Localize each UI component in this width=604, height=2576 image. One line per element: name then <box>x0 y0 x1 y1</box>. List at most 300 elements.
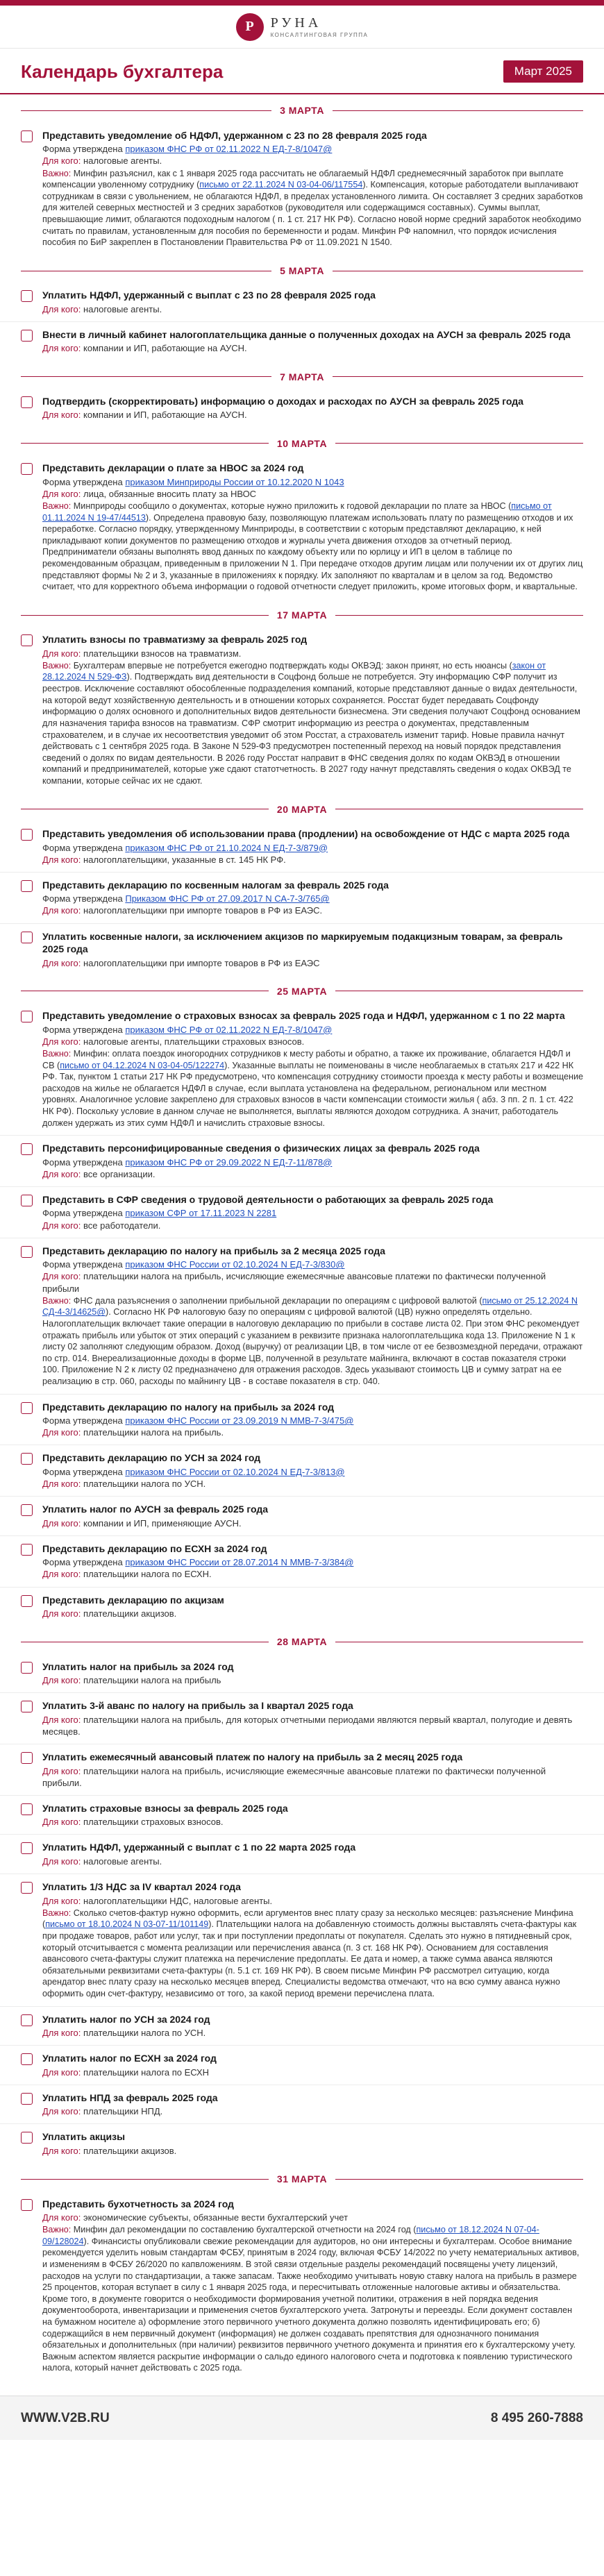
task-checkbox[interactable] <box>21 1011 33 1022</box>
day-section <box>0 255 604 361</box>
task-note <box>42 660 583 787</box>
audience-label: Для кого: <box>42 957 81 968</box>
task-audience-line <box>42 1478 583 1490</box>
task-title: Представить уведомление об НДФЛ, удержанном с 23 по 28 февраля 2025 года <box>42 129 427 141</box>
day-section <box>0 599 604 793</box>
form-document-link[interactable]: приказом СФР от 17.11.2023 N 2281 <box>125 1208 277 1219</box>
task-audience-line <box>42 2066 583 2078</box>
task-item <box>0 1395 604 1446</box>
audience-label: Для кого: <box>42 1765 81 1776</box>
task-audience-line <box>42 155 583 167</box>
day-label: 7 МАРТА <box>280 371 324 382</box>
form-label: Форма утверждена <box>42 476 123 487</box>
day-section <box>0 793 604 975</box>
task-title: Представить декларацию по налогу на прибыль за 2024 год <box>42 1401 335 1413</box>
note-document-link[interactable]: письмо от 18.12.2024 N 07-04-09/128024 <box>42 2225 539 2246</box>
note-text: Минфин: оплата поездок иногородних сотрудников к месту работы и обратно, а также их проживание, облагается НДФЛ и СВ ( <box>42 1048 571 1070</box>
task-audience-line <box>42 1426 583 1438</box>
task-item <box>0 2046 604 2085</box>
audience-label: Для кого: <box>42 1608 81 1619</box>
task-audience: плательщики налога на прибыль, исчисляющие ежемесячные авансовые платежи по фактически полученной прибыли <box>42 1271 546 1294</box>
task-audience: плательщики акцизов. <box>83 1608 177 1619</box>
audience-label: Для кого: <box>42 155 81 167</box>
task-form-line <box>42 1207 583 1219</box>
task-item <box>0 1003 604 1136</box>
task-title: Уплатить налог по УСН за 2024 год <box>42 2013 210 2025</box>
task-body <box>42 1009 583 1129</box>
task-title: Уплатить НПД за февраль 2025 года <box>42 2091 218 2103</box>
task-audience: экономические субъекты, обязанные вести бухгалтерский учет <box>83 2212 349 2223</box>
task-audience-line <box>42 2212 583 2223</box>
important-label: Важно: <box>42 1295 72 1306</box>
audience-label: Для кого: <box>42 648 81 659</box>
day-header <box>0 361 604 389</box>
task-item <box>0 123 604 255</box>
form-document-link[interactable]: приказом ФНС России от 23.09.2019 N ММВ-7-3/475@ <box>125 1415 354 1426</box>
note-document-link[interactable]: письмо от 04.12.2024 N 03-04-05/122274 <box>60 1060 225 1070</box>
task-audience: налогоплательщики при импорте товаров в РФ из ЕАЭС <box>83 957 320 968</box>
task-title: Уплатить 1/3 НДС за IV квартал 2024 года <box>42 1881 241 1893</box>
note-document-link[interactable]: письмо от 18.10.2024 N 03-07-11/101149 <box>45 1919 209 1930</box>
task-audience-line <box>42 1714 583 1737</box>
brand-subtitle: КОНСАЛТИНГОВАЯ ГРУППА <box>270 32 369 39</box>
task-audience-line <box>42 1220 583 1231</box>
task-audience: плательщики налога на прибыль. <box>83 1427 224 1438</box>
day-section <box>0 428 604 599</box>
task-title: Представить персонифицированные сведения о физических лицах за февраль 2025 года <box>42 1143 480 1154</box>
task-item <box>0 1796 604 1835</box>
task-item <box>0 1693 604 1744</box>
audience-label: Для кого: <box>42 343 81 354</box>
task-audience: плательщики налога по УСН. <box>83 2028 206 2039</box>
task-form-line <box>42 1156 583 1168</box>
task-audience: плательщики налога на прибыль, для которых отчетными периодами являются первый квартал, полугодие и девять месяцев. <box>42 1714 573 1737</box>
task-audience: все организации. <box>83 1168 156 1179</box>
divider <box>333 376 583 377</box>
task-audience: налоговые агенты. <box>83 1855 162 1867</box>
note-text-continued: ). Указанные выплаты не поименованы в числе необлагаемых в статьях 217 и 422 НК РФ. Так, пунктом 1 статьи 217 НК РФ предусмотрено, что компенсация сотруднику стоимости проезда к месту работы и возмещение расходов на жилье не облагается НДФЛ в случае, если выплата установлена на федеральном, региональном или местном уровнях. Аналогичное условие закреплено для страховых взносов в части компенсации стоимости жилья ( абз. 3 пп. 2 п. 1 ст. 422 НК РФ). Поскольку условие в данном случае не выполняется, выплаты являются доходом сотрудника. А значит, работодатель должен удержать из этих сумм НДФЛ и начислить страховые взносы. <box>42 1060 584 1128</box>
task-audience: плательщики налога по ЕСХН. <box>83 1569 212 1580</box>
day-header <box>0 1626 604 1653</box>
task-item <box>0 1654 604 1694</box>
task-checkbox[interactable] <box>21 463 33 475</box>
task-note <box>42 500 583 593</box>
footer <box>0 2396 604 2440</box>
task-item <box>0 873 604 924</box>
audience-label: Для кого: <box>42 2145 81 2156</box>
task-audience: все работодатели. <box>83 1220 161 1231</box>
task-audience-line <box>42 1168 583 1180</box>
note-document-link[interactable]: закон от 28.12.2024 N 529-ФЗ <box>42 660 546 682</box>
day-header <box>0 793 604 821</box>
note-text-continued: ). Определена правовую базу, позволяющую платежам использовать плату по размещению отходов и их переработке. Согласно порядку, утвержденному Минприроды, в соответствии с которым представляют декларацию, к ней прикладывают копии документов по размещению отходов и журналы учета движения отходов за отчетный период. Предприниматели обязаны выполнять ввод данных по каждому объекту или по юрлицу и ИП в целом в таблице по рекомендованным образцам, приведенным в приложении N 1. При передаче отходов другим лицам или получении их от других лиц представляют формы № 2 и 3, указанные в приложениях к порядку. Их заполняют по кварталам и в целом за год. Ведомство считает, что для корректного объема информации о годовой отчетности следует приложить, кроме итоговых форм, и квартальные. <box>42 512 583 592</box>
task-note <box>42 168 583 249</box>
task-item <box>0 2007 604 2046</box>
audience-label: Для кого: <box>42 1036 81 1047</box>
form-document-link[interactable]: приказом ФНС России от 02.10.2024 N ЕД-7-3/830@ <box>125 1259 345 1270</box>
task-note <box>42 1295 583 1388</box>
form-label: Форма утверждена <box>42 1557 123 1568</box>
task-title: Представить бухотчетность за 2024 год <box>42 2198 234 2209</box>
audience-label: Для кого: <box>42 2106 81 2117</box>
task-checkbox[interactable] <box>21 131 33 142</box>
task-audience: компании и ИП, работающие на АУСН. <box>83 343 247 354</box>
task-audience-line <box>42 854 583 866</box>
task-body <box>42 1245 583 1388</box>
task-audience-line <box>42 303 583 315</box>
day-section <box>0 361 604 428</box>
calendar-days <box>0 94 604 2380</box>
task-item <box>0 389 604 428</box>
task-title: Уплатить ежемесячный авансовый платеж по налогу на прибыль за 2 месяц 2025 года <box>42 1751 463 1763</box>
task-item <box>0 283 604 322</box>
task-audience: налоговые агенты, плательщики страховых взносов. <box>83 1036 305 1047</box>
task-title: Подтвердить (скорректировать) информацию о доходах и расходах по АУСН за февраль 2025 года <box>42 396 523 407</box>
task-checkbox[interactable] <box>21 634 33 646</box>
task-checkbox[interactable] <box>21 1842 33 1854</box>
task-audience: плательщики налога по ЕСХН <box>83 2066 210 2078</box>
form-document-link[interactable]: приказом ФНС РФ от 21.10.2024 N ЕД-7-3/879@ <box>125 842 328 853</box>
task-form-line <box>42 893 583 904</box>
task-audience-line <box>42 1036 583 1047</box>
divider <box>335 615 583 616</box>
audience-label: Для кого: <box>42 1895 81 1906</box>
note-text: Минфин дал рекомендации по составлению бухгалтерской отчетности на 2024 год ( <box>73 2225 417 2235</box>
task-checkbox[interactable] <box>21 2053 33 2065</box>
task-body <box>42 2130 583 2157</box>
task-item <box>0 2124 604 2163</box>
task-audience: компании и ИП, работающие на АУСН. <box>83 410 247 421</box>
task-body <box>42 2052 583 2078</box>
form-label: Форма утверждена <box>42 1208 123 1219</box>
task-checkbox[interactable] <box>21 2014 33 2026</box>
task-item <box>0 322 604 361</box>
task-checkbox[interactable] <box>21 1195 33 1206</box>
task-audience-line <box>42 1674 583 1686</box>
important-label: Важно: <box>42 2225 72 2235</box>
day-label: 31 МАРТА <box>276 2173 328 2185</box>
task-form-line <box>42 842 583 854</box>
task-checkbox[interactable] <box>21 1402 33 1414</box>
day-label: 17 МАРТА <box>276 609 328 621</box>
form-label: Форма утверждена <box>42 893 123 904</box>
task-title: Уплатить налог по АУСН за февраль 2025 года <box>42 1504 269 1515</box>
task-title: Уплатить акцизы <box>42 2131 126 2143</box>
important-label: Важно: <box>42 1048 72 1059</box>
task-item <box>0 1874 604 2007</box>
note-text-continued: ). Плательщики налога на добавленную стоимость должны выставлять счета-фактуры как при продаже товаров, работ или услуг, так и при поступлении предоплаты от покупателя. Сделать это нужно в пятидневный срок, который отсчитывается с момента реализации или перечисления аванса (п. 3 ст. 168 НК РФ). Основанием для составления авансового счета-фактуры служит платежка на перечисление предоплаты. Ее дата и номер, а также сумма аванса являются обязательными реквизитами счета-фактуры (п. 5.1 ст. 169 НК РФ). В своем письме Минфин РФ рассмотрел ситуацию, когда арендатор внес плату сразу на несколько месяцев вперед. Специалисты ведомства отмечают, что на всю сумму аванса нужно оформить один счет-фактуру, независимо от того, за какой период времени перечислена плата. <box>42 1919 577 1998</box>
task-audience-line <box>42 1517 583 1529</box>
task-audience-line <box>42 1895 583 1907</box>
task-checkbox[interactable] <box>21 1662 33 1674</box>
task-item <box>0 1445 604 1497</box>
audience-label: Для кого: <box>42 488 81 499</box>
day-label: 25 МАРТА <box>276 985 328 997</box>
day-header <box>0 599 604 627</box>
task-audience-line <box>42 342 583 354</box>
task-item <box>0 627 604 793</box>
divider <box>21 2179 269 2180</box>
task-body <box>42 462 583 593</box>
task-audience: компании и ИП, применяющие АУСН. <box>83 1517 242 1529</box>
task-checkbox[interactable] <box>21 1544 33 1556</box>
task-audience-line <box>42 957 583 969</box>
task-audience-line <box>42 1270 583 1294</box>
divider <box>333 110 583 111</box>
task-checkbox[interactable] <box>21 1595 33 1607</box>
audience-label: Для кого: <box>42 2028 81 2039</box>
task-body <box>42 1802 583 1828</box>
day-header <box>0 255 604 283</box>
task-title: Представить декларацию по акцизам <box>42 1594 224 1606</box>
important-label: Важно: <box>42 660 72 671</box>
task-checkbox[interactable] <box>21 1246 33 1258</box>
task-title: Представить уведомления об использовании права (продлении) на освобождение от НДС с марта 2025 года <box>42 828 570 840</box>
form-label: Форма утверждена <box>42 1259 123 1270</box>
brand-name: РУНА <box>270 15 322 31</box>
task-body <box>42 2091 583 2118</box>
task-checkbox[interactable] <box>21 1143 33 1155</box>
day-label: 10 МАРТА <box>276 437 328 449</box>
task-item <box>0 1497 604 1536</box>
task-audience: плательщики взносов на травматизм. <box>83 648 242 659</box>
task-audience-line <box>42 904 583 916</box>
form-document-link[interactable]: приказом Минприроды России от 10.12.2020 N 1043 <box>125 476 344 487</box>
task-audience: налоговые агенты. <box>83 303 162 314</box>
audience-label: Для кого: <box>42 1517 81 1529</box>
task-title: Уплатить налог по ЕСХН за 2024 год <box>42 2053 217 2064</box>
task-audience-line <box>42 1765 583 1789</box>
footer-site-link[interactable]: WWW.V2B.RU <box>21 2411 110 2426</box>
task-body <box>42 1451 583 1490</box>
task-title: Уплатить НДФЛ, удержанный с выплат с 1 по 22 марта 2025 года <box>42 1842 356 1853</box>
task-item <box>0 1187 604 1238</box>
divider <box>21 110 271 111</box>
task-audience-line <box>42 1816 583 1828</box>
task-audience: плательщики страховых взносов. <box>83 1817 224 1828</box>
audience-label: Для кого: <box>42 854 81 865</box>
task-audience: налогоплательщики при импорте товаров в РФ из ЕАЭС. <box>83 905 323 916</box>
task-title: Уплатить налог на прибыль за 2024 год <box>42 1660 234 1672</box>
audience-label: Для кого: <box>42 1271 81 1282</box>
audience-label: Для кого: <box>42 1478 81 1489</box>
task-title: Внести в личный кабинет налогоплательщика данные о полученных доходах на АУСН за февраль 2025 года <box>42 328 571 340</box>
task-body <box>42 1193 583 1231</box>
calendar-header <box>0 49 604 94</box>
audience-label: Для кого: <box>42 1427 81 1438</box>
task-checkbox[interactable] <box>21 1453 33 1465</box>
task-form-line <box>42 1556 583 1568</box>
brand-header <box>0 6 604 49</box>
task-title: Представить в СФР сведения о трудовой деятельности о работающих за февраль 2025 года <box>42 1193 494 1205</box>
form-document-link[interactable]: Приказом ФНС РФ от 27.09.2017 N СА-7-3/765@ <box>125 893 330 904</box>
task-audience-line <box>42 488 583 500</box>
audience-label: Для кого: <box>42 905 81 916</box>
task-title: Представить декларацию по ЕСХН за 2024 год <box>42 1542 267 1554</box>
task-body <box>42 328 583 355</box>
task-body <box>42 289 583 315</box>
important-label: Важно: <box>42 500 72 511</box>
footer-phone: 8 495 260-7888 <box>490 2411 583 2426</box>
note-text-continued: ). Подтверждать вид деятельности в Соцфонд больше не потребуется. Эту информацию СФР получит из реестров. Исключение составляют обособленные подразделения компаний, которые представляют данные о видах деятельности, на которой ведут хозяйственную деятельность и в отношении которых сохраняется. Росстат будет передавать Соцфонду информацию о долях основного и дополнительных видов деятельности бизнесмена. Эти сведения получают Соцфонд основанием для назначения тарифа взносов на травматизм. СФР смотрит информацию из реестра о документах, представленным страхователем, и в случае их несоответствия уведомит об этом Росстат, а страхователь изменит тариф. Новые правила начнут действовать с 1 сентября 2025 года. В Законе N 529-ФЗ предусмотрен постепенный переход на новый порядок представления сведений о долях по видам деятельности. В 2026 году Росстат направит в ФНС сведения долях по кодам ОКВЭД в отношении компаний и предпринимателей, которые уже сдают статотчетность. В 2027 году начнут представлять сведения о кодах ОКВЭД те компании, которые сейчас их не сдают. <box>42 672 580 786</box>
day-header <box>0 94 604 122</box>
task-body <box>42 633 583 786</box>
day-label: 3 МАРТА <box>280 105 324 117</box>
audience-label: Для кого: <box>42 1675 81 1686</box>
top-accent-bar <box>0 0 604 6</box>
task-body <box>42 1401 583 1439</box>
task-body <box>42 930 583 969</box>
audience-label: Для кого: <box>42 1817 81 1828</box>
task-checkbox[interactable] <box>21 1701 33 1712</box>
task-item <box>0 1835 604 1874</box>
note-document-link[interactable]: письмо от 25.12.2024 N СД-4-3/14625@ <box>42 1295 578 1318</box>
task-body <box>42 827 583 866</box>
audience-label: Для кого: <box>42 1855 81 1867</box>
task-note <box>42 1908 583 2000</box>
task-audience: налоговые агенты. <box>83 155 162 167</box>
form-label: Форма утверждена <box>42 842 123 853</box>
task-title: Представить декларацию по УСН за 2024 год <box>42 1452 261 1464</box>
task-body <box>42 2013 583 2039</box>
audience-label: Для кого: <box>42 2212 81 2223</box>
note-text: Сколько счетов-фактур нужно оформить, если аргументов внес плату сразу за несколько месяцев: разъяснение Минфина ( <box>42 1908 573 1930</box>
form-label: Форма утверждена <box>42 1466 123 1477</box>
task-title: Уплатить страховые взносы за февраль 2025 года <box>42 1802 288 1814</box>
note-document-link[interactable]: письмо от 01.11.2024 N 19-47/44513 <box>42 500 552 523</box>
task-body <box>42 1841 583 1867</box>
task-item <box>0 2191 604 2381</box>
task-body <box>42 1699 583 1737</box>
form-document-link[interactable]: приказом ФНС России от 28.07.2014 N ММВ-7-3/384@ <box>125 1557 354 1568</box>
brand-logo-icon: Р <box>236 13 264 41</box>
audience-label: Для кого: <box>42 1569 81 1580</box>
task-audience-line <box>42 1608 583 1619</box>
task-title: Представить декларацию по налогу на прибыль за 2 месяца 2025 года <box>42 1245 385 1256</box>
task-audience-line <box>42 1568 583 1580</box>
task-body <box>42 1503 583 1529</box>
divider <box>335 2179 583 2180</box>
day-label: 28 МАРТА <box>276 1636 328 1648</box>
form-document-link[interactable]: приказом ФНС России от 02.10.2024 N ЕД-7-3/813@ <box>125 1466 345 1477</box>
task-item <box>0 924 604 975</box>
task-checkbox[interactable] <box>21 2093 33 2105</box>
note-text-continued: ). Компенсация, которые работодатели выплачивают сотрудникам в связи с увольнением, не облагаются НДФЛ, в пределах установленного лимита. Он составляет 3 средних заработков для жителей северных местностей и 3 средних заработков (руководителя или содержащимся составных). Суммы выплат, превышающие лимит, облагаются подоходным налогом ( п. 1 ст. 217 НК РФ). Согласно новой норме средний заработок необходимо считать по правилам, установленным для пособия по беременности и родам. Минфин РФ напомнил, что порядок исчисления пособия по БиР закреплен в Постановлении Правительства РФ от 11.09.2021 N 1540. <box>42 180 583 248</box>
task-item <box>0 1744 604 1796</box>
task-title: Уплатить косвенные налоги, за исключением акцизов по маркируемым подакцизным товарам, за февраль 2025 года <box>42 930 563 955</box>
divider <box>335 443 583 444</box>
task-audience-line <box>42 648 583 659</box>
task-form-line <box>42 1415 583 1426</box>
audience-label: Для кого: <box>42 2066 81 2078</box>
form-label: Форма утверждена <box>42 144 123 155</box>
task-checkbox[interactable] <box>21 2132 33 2144</box>
task-title: Уплатить 3-й аванс по налогу на прибыль за I квартал 2025 года <box>42 1700 353 1712</box>
task-form-line <box>42 1258 583 1270</box>
task-checkbox[interactable] <box>21 290 33 302</box>
form-document-link[interactable]: приказом ФНС РФ от 02.11.2022 N ЕД-7-8/1047@ <box>125 1024 333 1035</box>
task-checkbox[interactable] <box>21 932 33 943</box>
task-checkbox[interactable] <box>21 1752 33 1764</box>
day-label: 5 МАРТА <box>280 264 324 276</box>
task-audience-line <box>42 2105 583 2117</box>
task-audience: налогоплательщики НДС, налоговые агенты. <box>83 1895 273 1906</box>
task-checkbox[interactable] <box>21 1882 33 1894</box>
form-label: Форма утверждена <box>42 1415 123 1426</box>
day-section <box>0 94 604 255</box>
task-audience: плательщики налога на прибыль <box>83 1675 221 1686</box>
task-checkbox[interactable] <box>21 1504 33 1516</box>
form-document-link[interactable]: приказом ФНС РФ от 02.11.2022 N ЕД-7-8/1047@ <box>125 144 333 155</box>
task-checkbox[interactable] <box>21 2199 33 2211</box>
task-note <box>42 1048 583 1129</box>
day-section <box>0 1626 604 2163</box>
task-audience: лица, обязанные вносить плату за НВОС <box>83 488 257 499</box>
audience-label: Для кого: <box>42 1714 81 1725</box>
audience-label: Для кого: <box>42 410 81 421</box>
task-audience: плательщики НПД. <box>83 2106 163 2117</box>
task-audience-line <box>42 2145 583 2157</box>
task-item <box>0 1136 604 1187</box>
task-body <box>42 1880 583 2000</box>
day-section <box>0 2163 604 2380</box>
divider <box>21 615 269 616</box>
audience-label: Для кого: <box>42 1168 81 1179</box>
task-title: Уплатить НДФЛ, удержанный с выплат с 23 по 28 февраля 2025 года <box>42 289 376 301</box>
task-body <box>42 879 583 917</box>
note-text: Минприроды сообщило о документах, которые нужно приложить к годовой декларации по плате за НВОС ( <box>73 500 512 511</box>
task-checkbox[interactable] <box>21 880 33 892</box>
task-audience-line <box>42 1855 583 1867</box>
divider <box>21 443 269 444</box>
task-item <box>0 1238 604 1395</box>
month-badge: Март 2025 <box>503 60 583 83</box>
task-audience: плательщики налога на прибыль, исчисляющие ежемесячные авансовые платежи по фактически полученной прибыли. <box>42 1765 546 1788</box>
day-header <box>0 2163 604 2191</box>
task-checkbox[interactable] <box>21 396 33 408</box>
task-audience-line <box>42 2027 583 2039</box>
note-text-continued: ). Финансисты опубликовали свежие рекомендации для аудиторов, но они интересны и бухгалтерам. Особое внимание рекомендуется уделить новым стандартам ФСБУ, принятым в 2024 году, включая ФСБУ 14/2022 по учету нематериальных активов, и изменениям в ФСБУ 26/2020 по капвложениям. В этой связи отдельные разделы рекомендаций посвящены учету лицензий, расходов на услуги по стандартизации, а также запасам. Также необходимо учитывать новую ставку налога на прибыль в размере 25 процентов, которая вступает в силу с 1 января 2025 года, и пересчитывать отложенные налоговые активы и обязательства. Кроме того, в документе говорится о необходимости формирования учетной политики, отражения в ней порядка ведения документооборота, инвентаризации и применения счетов бухгалтерского учета. Затронуты и переезды. Если документ составлен на бумажном носителе а) оформление этого первичного учетного документа должно позволять идентифицировать его; б) содержащийся в нем первичный документ (информация) не должен создавать препятствия для однозначного понимания обязательных и дополнительных (при наличии) реквизитов первичного учетного документа и принятия его к бухгалтерскому учету. Важным аспектом является раскрытие информации о сальдо единого налогового счета и подготовка к появлению туристического налога, который начнет действовать с 2025 года. <box>42 2236 580 2373</box>
task-body <box>42 1542 583 1581</box>
task-audience: налогоплательщики, указанные в ст. 145 НК РФ. <box>83 854 286 865</box>
task-body <box>42 1142 583 1180</box>
note-document-link[interactable]: письмо от 22.11.2024 N 03-04-06/117554 <box>199 180 363 190</box>
form-label: Форма утверждена <box>42 1024 123 1035</box>
note-text: Минфин разъяснил, как с 1 января 2025 года рассчитать не облагаемый НДФЛ среднемесячный заработок при выплате компенсации уволенному сотруднику ( <box>42 168 564 190</box>
important-label: Важно: <box>42 168 72 178</box>
note-text: ФНС дала разъяснения о заполнении прибыльной декларации по операциям с цифровой валютой ( <box>73 1295 483 1306</box>
day-section <box>0 975 604 1626</box>
task-body <box>42 1751 583 1789</box>
page-title: Календарь бухгалтера <box>21 61 224 82</box>
task-body <box>42 2198 583 2375</box>
day-header <box>0 975 604 1003</box>
task-audience: плательщики налога по УСН. <box>83 1478 206 1489</box>
task-form-line <box>42 476 583 488</box>
task-note <box>42 2224 583 2374</box>
day-label: 20 МАРТА <box>276 803 328 815</box>
task-title: Представить декларации о плате за НВОС за 2024 год <box>42 462 304 474</box>
important-label: Важно: <box>42 1908 72 1918</box>
form-document-link[interactable]: приказом ФНС РФ от 29.09.2022 N ЕД-7-11/878@ <box>125 1156 333 1168</box>
task-body <box>42 395 583 421</box>
task-checkbox[interactable] <box>21 829 33 841</box>
task-checkbox[interactable] <box>21 330 33 342</box>
task-checkbox[interactable] <box>21 1803 33 1815</box>
audience-label: Для кого: <box>42 303 81 314</box>
task-item <box>0 821 604 873</box>
task-body <box>42 1660 583 1687</box>
